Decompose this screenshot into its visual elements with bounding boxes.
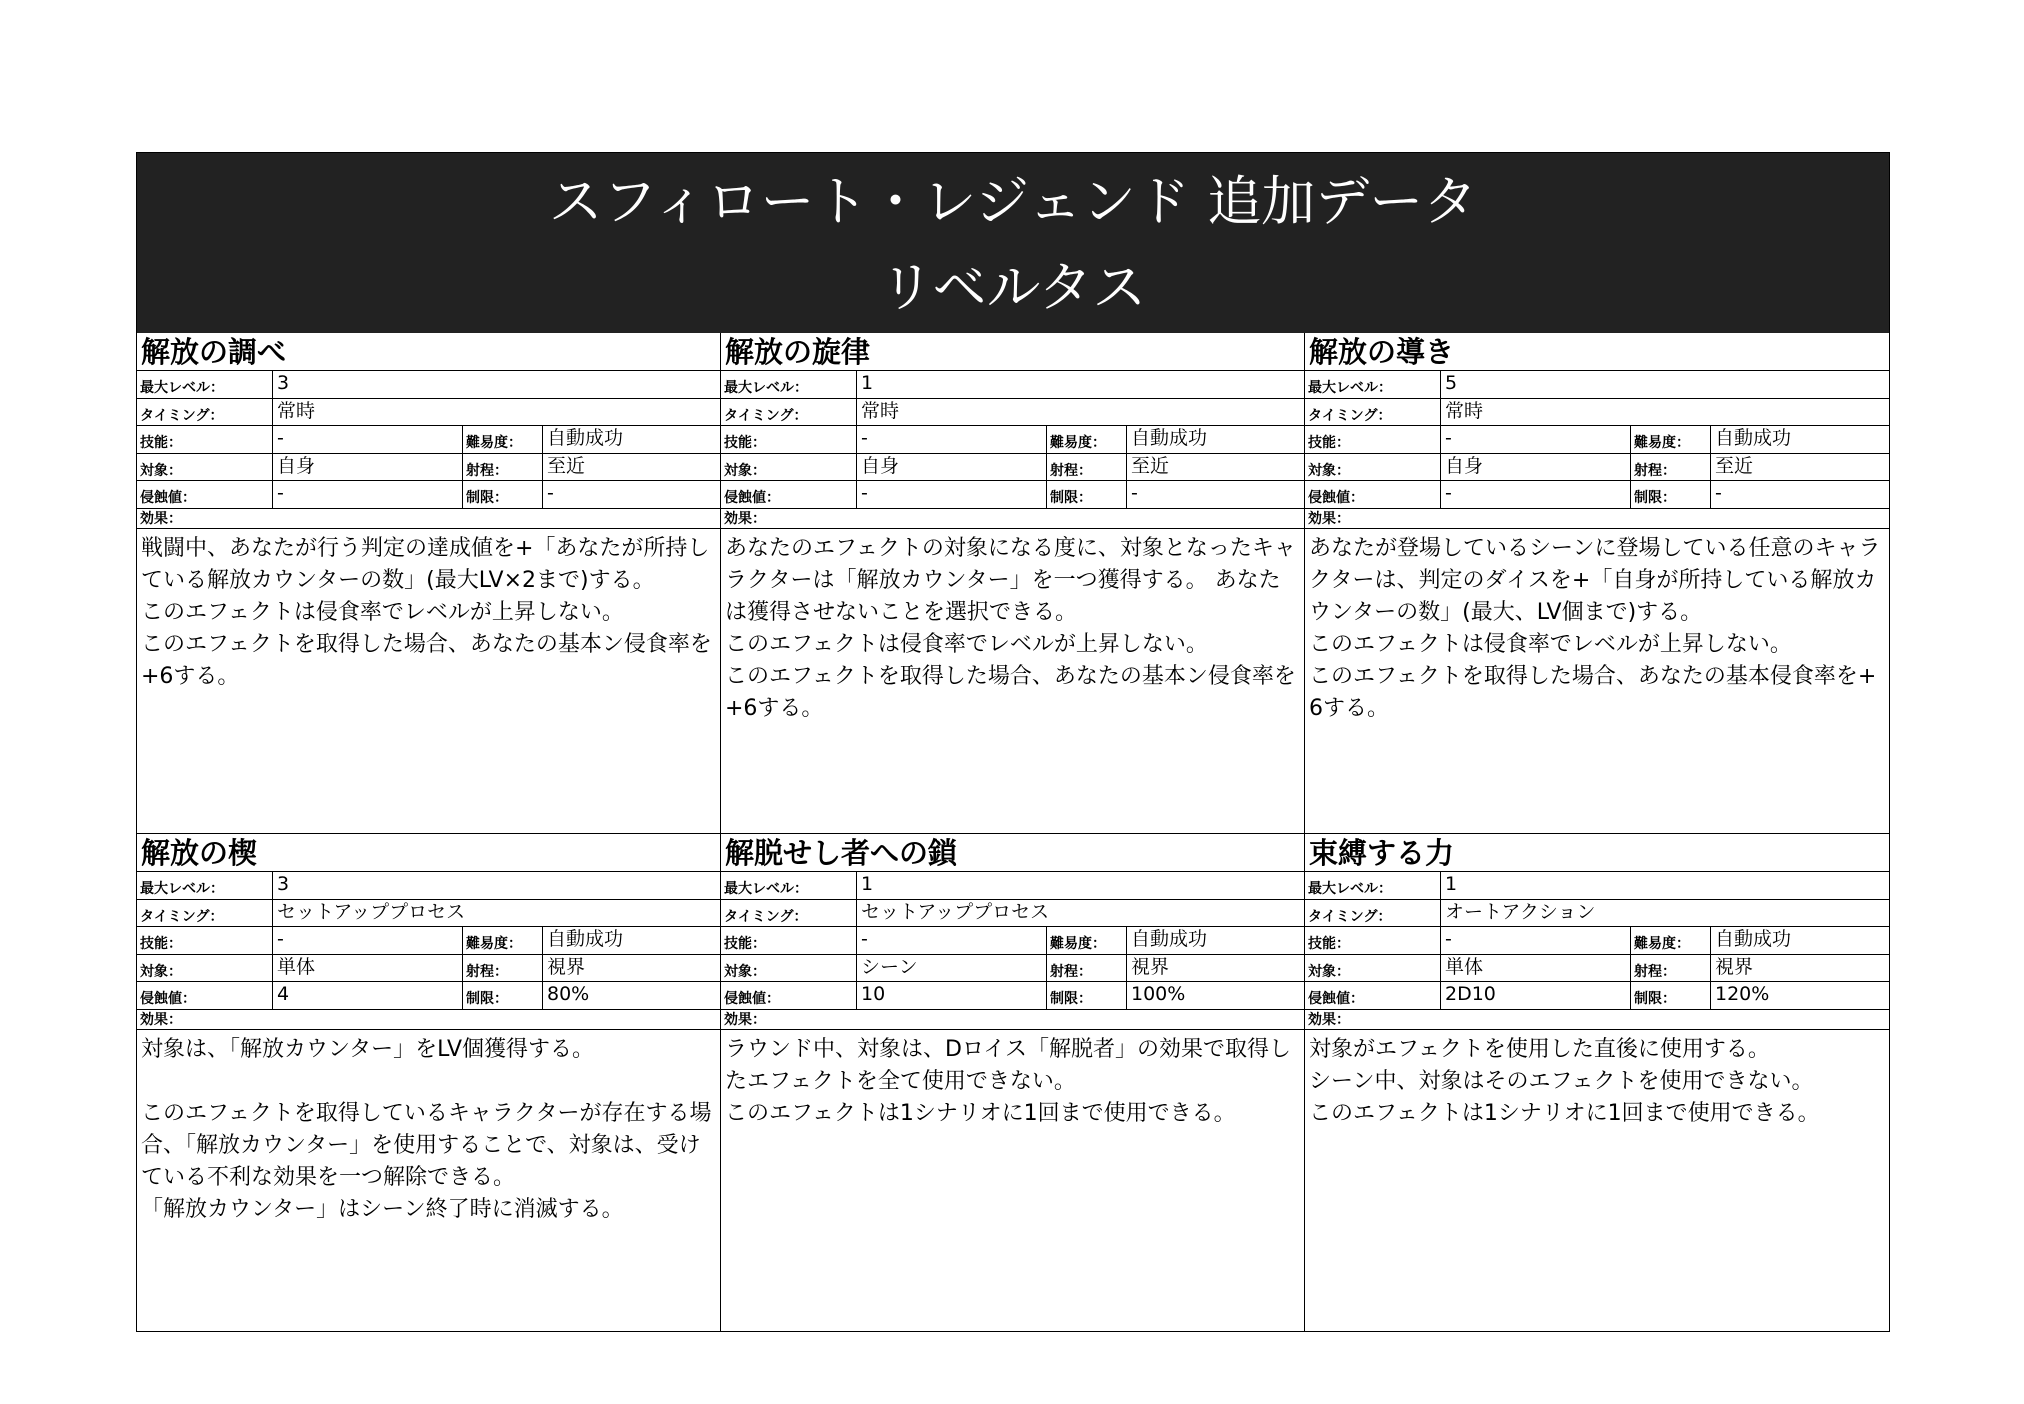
range-label: 射程： xyxy=(1047,454,1127,481)
skill-row xyxy=(137,426,720,454)
effect-card xyxy=(721,333,1305,833)
erosion-label: 侵蝕値： xyxy=(1305,982,1441,1009)
effect-label-row xyxy=(1305,1010,1889,1030)
timing-label: タイミング： xyxy=(721,399,857,426)
erosion-value: 2D10 xyxy=(1441,982,1631,1009)
skill-value: - xyxy=(273,927,463,954)
target-label: 対象： xyxy=(721,454,857,481)
effect-card xyxy=(1305,833,1889,1331)
timing-row xyxy=(1305,399,1889,427)
document-title: スフィロート・レジェンド 追加データ xyxy=(548,170,1478,233)
difficulty-label: 難易度： xyxy=(1047,927,1127,954)
effect-label-row xyxy=(137,1010,720,1030)
range-value: 至近 xyxy=(1131,454,1170,477)
skill-label: 技能： xyxy=(137,927,273,954)
effect-name: 解放の旋律 xyxy=(721,333,1304,371)
erosion-label: 侵蝕値： xyxy=(137,982,273,1009)
erosion-value: - xyxy=(857,481,1047,508)
max-level-label: 最大レベル： xyxy=(721,872,857,899)
effect-label-row xyxy=(137,509,720,529)
effect-name: 解放の調べ xyxy=(137,333,720,371)
max-level-value: 3 xyxy=(277,372,290,394)
effect-text: あなたのエフェクトの対象になる度に、対象となったキャラクターは「解放カウンター」を一つ獲得する。 あなたは獲得させないことを選択できる。 このエフェクトは侵食率でレベルが上昇しない。 このエフェクトを取得した場合、あなたの基本ン侵食率を+6する。 xyxy=(725,535,1296,721)
target-value: 単体 xyxy=(273,955,463,982)
timing-label: タイミング： xyxy=(137,399,273,426)
skill-label: 技能： xyxy=(1305,426,1441,453)
limit-label: 制限： xyxy=(1631,982,1711,1009)
range-label: 射程： xyxy=(463,955,543,982)
timing-value: 常時 xyxy=(861,399,900,422)
erosion-value: 4 xyxy=(273,982,463,1009)
max-level-label: 最大レベル： xyxy=(1305,872,1441,899)
difficulty-label: 難易度： xyxy=(463,426,543,453)
effect-label-row xyxy=(1305,509,1889,529)
erosion-value: - xyxy=(273,481,463,508)
max-level-value: 1 xyxy=(861,873,874,895)
timing-row xyxy=(721,900,1304,928)
range-value: 視界 xyxy=(1715,955,1754,978)
effect-label: 効果： xyxy=(724,1011,766,1028)
erosion-label: 侵蝕値： xyxy=(721,982,857,1009)
skill-value: - xyxy=(273,426,463,453)
skill-label: 技能： xyxy=(721,426,857,453)
timing-label: タイミング： xyxy=(721,900,857,927)
limit-value: 120% xyxy=(1715,983,1770,1005)
timing-row xyxy=(137,900,720,928)
effect-label-row xyxy=(721,509,1304,529)
effect-text: ラウンド中、対象は、Dロイス「解脱者」の効果で取得したエフェクトを全て使用できない。 このエフェクトは1シナリオに1回まで使用できる。 xyxy=(725,1036,1292,1126)
target-value: 単体 xyxy=(1441,955,1631,982)
effect-card xyxy=(721,833,1305,1331)
skill-label: 技能： xyxy=(137,426,273,453)
timing-value: 常時 xyxy=(277,399,316,422)
effect-card xyxy=(137,333,721,833)
data-sheet xyxy=(136,152,1890,1332)
max-level-label: 最大レベル： xyxy=(137,371,273,398)
erosion-row xyxy=(1305,481,1889,509)
skill-value: - xyxy=(857,927,1047,954)
skill-row xyxy=(1305,927,1889,955)
skill-value: - xyxy=(1441,426,1631,453)
timing-row xyxy=(721,399,1304,427)
effect-label-row xyxy=(721,1010,1304,1030)
difficulty-value: 自動成功 xyxy=(1131,928,1208,950)
effect-name: 解放の導き xyxy=(1305,333,1889,371)
max-level-row xyxy=(1305,371,1889,399)
timing-label: タイミング： xyxy=(137,900,273,927)
difficulty-value: 自動成功 xyxy=(547,427,624,449)
range-label: 射程： xyxy=(1047,955,1127,982)
skill-label: 技能： xyxy=(721,927,857,954)
erosion-row xyxy=(137,982,720,1010)
max-level-row xyxy=(137,872,720,900)
skill-value: - xyxy=(1441,927,1631,954)
limit-label: 制限： xyxy=(1047,982,1127,1009)
range-value: 至近 xyxy=(1715,454,1754,477)
difficulty-label: 難易度： xyxy=(1631,927,1711,954)
erosion-row xyxy=(721,481,1304,509)
effect-label: 効果： xyxy=(1308,1011,1350,1028)
max-level-row xyxy=(721,872,1304,900)
target-value: 自身 xyxy=(1441,454,1631,481)
max-level-value: 1 xyxy=(1445,873,1458,895)
effect-label: 効果： xyxy=(140,510,182,527)
effect-label: 効果： xyxy=(140,1011,182,1028)
title-band xyxy=(137,153,1889,333)
erosion-row xyxy=(137,481,720,509)
limit-value: 100% xyxy=(1131,983,1186,1005)
limit-label: 制限： xyxy=(463,982,543,1009)
effect-text: あなたが登場しているシーンに登場している任意のキャラクターは、判定のダイスを+「自身が所持している解放カウンターの数」(最大、LV個まで)する。 このエフェクトは侵食率でレベルが上昇しない。 このエフェクトを取得した場合、あなたの基本侵食率を+6する。 xyxy=(1309,535,1881,721)
range-value: 視界 xyxy=(1131,955,1170,978)
difficulty-value: 自動成功 xyxy=(1131,427,1208,449)
card-row-2 xyxy=(137,833,1889,1331)
timing-row xyxy=(137,399,720,427)
target-label: 対象： xyxy=(137,955,273,982)
effect-card xyxy=(137,833,721,1331)
skill-row xyxy=(1305,426,1889,454)
target-row xyxy=(137,955,720,983)
erosion-row xyxy=(1305,982,1889,1010)
erosion-label: 侵蝕値： xyxy=(137,481,273,508)
erosion-value: - xyxy=(1441,481,1631,508)
target-value: 自身 xyxy=(857,454,1047,481)
skill-value: - xyxy=(857,426,1047,453)
effect-name: 解放の楔 xyxy=(137,834,720,872)
difficulty-label: 難易度： xyxy=(463,927,543,954)
target-label: 対象： xyxy=(1305,454,1441,481)
max-level-value: 5 xyxy=(1445,372,1458,394)
limit-value: - xyxy=(1131,482,1138,504)
difficulty-value: 自動成功 xyxy=(1715,928,1792,950)
target-label: 対象： xyxy=(1305,955,1441,982)
max-level-row xyxy=(1305,872,1889,900)
range-label: 射程： xyxy=(1631,955,1711,982)
timing-value: セットアッププロセス xyxy=(277,900,466,923)
skill-row xyxy=(721,927,1304,955)
erosion-value: 10 xyxy=(857,982,1047,1009)
limit-value: 80% xyxy=(547,983,590,1005)
target-label: 対象： xyxy=(137,454,273,481)
effect-text: 戦闘中、あなたが行う判定の達成値を+「あなたが所持している解放カウンターの数」(最大LV×2まで)する。 このエフェクトは侵食率でレベルが上昇しない。 このエフェクトを取得した場合、あなたの基本ン侵食率を+6する。 xyxy=(141,535,712,689)
target-row xyxy=(1305,454,1889,482)
difficulty-label: 難易度： xyxy=(1047,426,1127,453)
effect-label: 効果： xyxy=(724,510,766,527)
target-row xyxy=(721,454,1304,482)
effect-name: 解脱せし者への鎖 xyxy=(721,834,1304,872)
effect-text: 対象は、「解放カウンター」をLV個獲得する。 このエフェクトを取得しているキャラクターが存在する場合、「解放カウンター」を使用することで、対象は、受けている不利な効果を一つ解除できる。 「解放カウンター」はシーン終了時に消滅する。 xyxy=(141,1036,712,1222)
max-level-label: 最大レベル： xyxy=(1305,371,1441,398)
target-value: 自身 xyxy=(273,454,463,481)
difficulty-value: 自動成功 xyxy=(547,928,624,950)
skill-row xyxy=(137,927,720,955)
limit-label: 制限： xyxy=(1047,481,1127,508)
target-label: 対象： xyxy=(721,955,857,982)
erosion-row xyxy=(721,982,1304,1010)
limit-label: 制限： xyxy=(463,481,543,508)
card-row-1 xyxy=(137,333,1889,833)
max-level-row xyxy=(721,371,1304,399)
skill-label: 技能： xyxy=(1305,927,1441,954)
range-label: 射程： xyxy=(463,454,543,481)
max-level-value: 3 xyxy=(277,873,290,895)
max-level-row xyxy=(137,371,720,399)
target-row xyxy=(721,955,1304,983)
timing-label: タイミング： xyxy=(1305,900,1441,927)
document-subtitle: リベルタス xyxy=(879,256,1147,319)
timing-value: 常時 xyxy=(1445,399,1484,422)
effect-card xyxy=(1305,333,1889,833)
timing-row xyxy=(1305,900,1889,928)
target-row xyxy=(1305,955,1889,983)
timing-value: オートアクション xyxy=(1445,900,1596,923)
limit-value: - xyxy=(547,482,554,504)
effect-name: 束縛する力 xyxy=(1305,834,1889,872)
target-row xyxy=(137,454,720,482)
skill-row xyxy=(721,426,1304,454)
range-value: 至近 xyxy=(547,454,586,477)
difficulty-label: 難易度： xyxy=(1631,426,1711,453)
range-value: 視界 xyxy=(547,955,586,978)
target-value: シーン xyxy=(857,955,1047,982)
range-label: 射程： xyxy=(1631,454,1711,481)
erosion-label: 侵蝕値： xyxy=(1305,481,1441,508)
limit-label: 制限： xyxy=(1631,481,1711,508)
limit-value: - xyxy=(1715,482,1722,504)
max-level-value: 1 xyxy=(861,372,874,394)
difficulty-value: 自動成功 xyxy=(1715,427,1792,449)
erosion-label: 侵蝕値： xyxy=(721,481,857,508)
timing-label: タイミング： xyxy=(1305,399,1441,426)
max-level-label: 最大レベル： xyxy=(137,872,273,899)
timing-value: セットアッププロセス xyxy=(861,900,1050,923)
effect-label: 効果： xyxy=(1308,510,1350,527)
effect-text: 対象がエフェクトを使用した直後に使用する。 シーン中、対象はそのエフェクトを使用できない。 このエフェクトは1シナリオに1回まで使用できる。 xyxy=(1309,1036,1820,1126)
max-level-label: 最大レベル： xyxy=(721,371,857,398)
